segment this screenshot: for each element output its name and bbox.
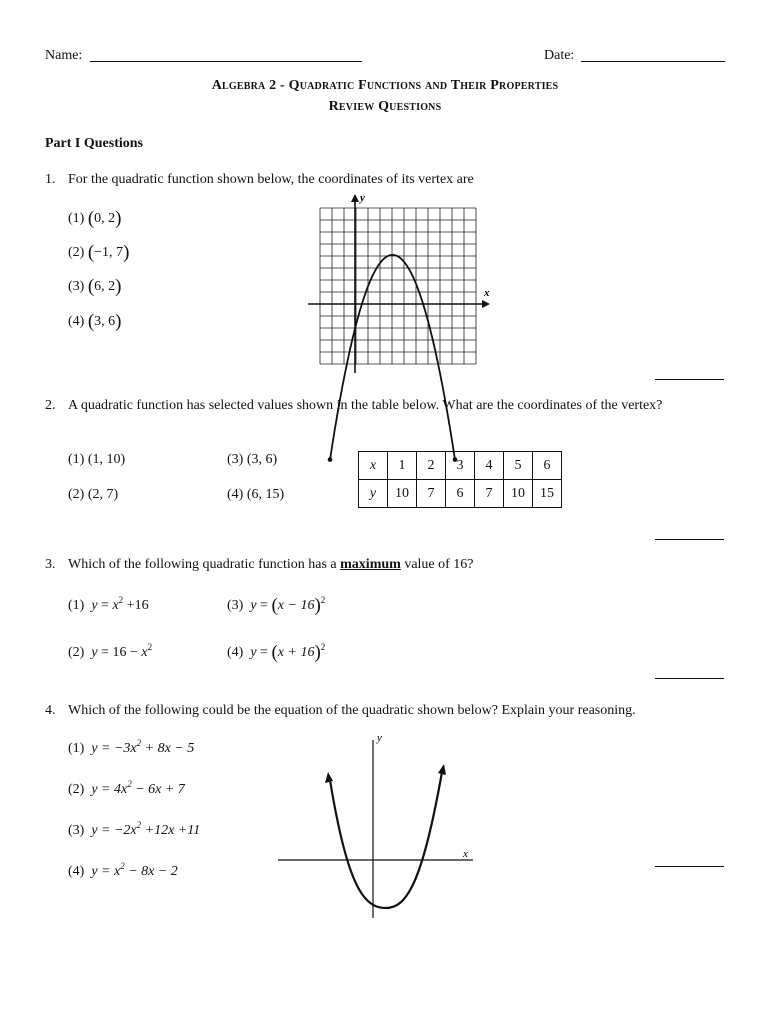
curve-arrow-left-icon bbox=[325, 772, 333, 783]
name-field[interactable] bbox=[90, 61, 362, 62]
table-row bbox=[359, 480, 562, 508]
x-axis-arrow-icon bbox=[482, 300, 490, 308]
q2-values-table bbox=[358, 451, 562, 508]
equation-part: x bbox=[112, 598, 119, 613]
q4-choice-1 bbox=[68, 738, 195, 757]
part-heading: Part I Questions bbox=[45, 136, 143, 151]
table-cell: 5 bbox=[504, 452, 533, 480]
q3-emphasis: maximum bbox=[340, 557, 401, 572]
exponent: 2 bbox=[320, 642, 326, 652]
equation-part: y bbox=[91, 598, 98, 613]
page-subtitle: Review Questions bbox=[328, 99, 442, 114]
y-axis-label: y bbox=[377, 732, 382, 744]
choice-label: (4) bbox=[227, 645, 244, 660]
equation-part: − 6x + 7 bbox=[131, 782, 185, 797]
q4-choice-3 bbox=[68, 820, 201, 839]
q1-choice-4: (4) (3, 6) bbox=[68, 311, 122, 332]
table-cell: 6 bbox=[533, 452, 562, 480]
equation-part: x − 16 bbox=[277, 598, 315, 613]
choice-value: 6, 2 bbox=[94, 279, 116, 294]
q3-text-before: Which of the following quadratic function has a bbox=[68, 557, 341, 572]
table-cell: x bbox=[359, 452, 388, 480]
table-cell: y bbox=[359, 480, 388, 508]
q4-answer-blank[interactable] bbox=[655, 866, 724, 867]
q4-text: Which of the following could be the equation of the quadratic shown below? Explain your reasoning. bbox=[68, 703, 636, 718]
choice-label: (2) bbox=[68, 487, 85, 502]
q4-choice-4 bbox=[68, 861, 178, 880]
exponent: 2 bbox=[147, 642, 153, 652]
equation-part: y bbox=[250, 645, 257, 660]
choice-label: (4) bbox=[68, 864, 85, 879]
x-axis-label: x bbox=[463, 848, 468, 860]
table-cell: 15 bbox=[533, 480, 562, 508]
q1-text: For the quadratic function shown below, the coordinates of its vertex are bbox=[68, 172, 474, 187]
exponent: 2 bbox=[118, 595, 124, 605]
y-axis-label: y bbox=[360, 192, 365, 204]
choice-label: (3) bbox=[227, 452, 244, 467]
equation-part: y = −2x bbox=[91, 823, 137, 838]
table-cell: 10 bbox=[388, 480, 417, 508]
choice-label: (4) bbox=[68, 314, 85, 329]
equation-part: = bbox=[256, 645, 272, 660]
choice-value: 3, 6 bbox=[94, 314, 116, 329]
choice-value: (2, 7) bbox=[87, 487, 119, 502]
q3-choice-2 bbox=[68, 642, 153, 661]
choice-label: (1) bbox=[68, 452, 85, 467]
table-cell: 7 bbox=[417, 480, 446, 508]
q4-number: 4. bbox=[45, 703, 56, 718]
exponent: 2 bbox=[120, 861, 125, 871]
q2-answer-blank[interactable] bbox=[655, 539, 724, 540]
x-axis-label: x bbox=[484, 287, 490, 299]
q1-choice-3: (3) (6, 2) bbox=[68, 276, 122, 297]
choice-value: (1, 10) bbox=[87, 452, 126, 467]
equation-part: y bbox=[250, 598, 257, 613]
equation-part: y = 4x bbox=[91, 782, 128, 797]
choice-label: (2) bbox=[68, 782, 85, 797]
table-row bbox=[359, 452, 562, 480]
date-field[interactable] bbox=[581, 61, 725, 62]
choice-label: (1) bbox=[68, 211, 85, 226]
equation-part: = bbox=[97, 598, 113, 613]
curve-arrow-right-icon bbox=[438, 764, 446, 775]
q3-number: 3. bbox=[45, 557, 56, 572]
choice-label: (1) bbox=[68, 741, 85, 756]
q2-number: 2. bbox=[45, 398, 56, 413]
table-cell: 3 bbox=[446, 452, 475, 480]
choice-label: (2) bbox=[68, 245, 85, 260]
y-axis-arrow-icon bbox=[351, 194, 359, 202]
q1-parabola-graph bbox=[300, 190, 495, 380]
grid bbox=[320, 208, 476, 364]
exponent: 2 bbox=[136, 738, 142, 748]
choice-value: (6, 15) bbox=[246, 487, 285, 502]
equation-part: + 8x − 5 bbox=[141, 741, 195, 756]
curve-endpoint bbox=[328, 457, 333, 462]
equation-part: y = x bbox=[91, 864, 121, 879]
q4-parabola-graph bbox=[270, 730, 480, 920]
q4-choice-2 bbox=[68, 779, 185, 798]
choice-label: (2) bbox=[68, 645, 85, 660]
equation-part: y bbox=[91, 645, 98, 660]
equation-part: = bbox=[256, 598, 272, 613]
exponent: 2 bbox=[127, 779, 132, 789]
q1-choice-1: (1) (0, 2) bbox=[68, 208, 122, 229]
q2-choice-1 bbox=[68, 452, 125, 468]
table-cell: 10 bbox=[504, 480, 533, 508]
equation-part: − 8x − 2 bbox=[124, 864, 178, 879]
table-cell: 2 bbox=[417, 452, 446, 480]
table-cell: 4 bbox=[475, 452, 504, 480]
choice-value: −1, 7 bbox=[94, 245, 124, 260]
table-cell: 1 bbox=[388, 452, 417, 480]
q2-choice-3 bbox=[227, 452, 277, 468]
q2-choice-2 bbox=[68, 487, 118, 503]
q3-text bbox=[68, 557, 474, 573]
table-cell: 7 bbox=[475, 480, 504, 508]
date-label: Date: bbox=[544, 48, 575, 63]
q1-answer-blank[interactable] bbox=[655, 379, 724, 380]
q1-number: 1. bbox=[45, 172, 56, 187]
parabola-curve bbox=[330, 255, 455, 460]
choice-label: (3) bbox=[227, 598, 244, 613]
q3-choice-3: (3) $y = (x - 16)^2$ bbox=[227, 595, 326, 616]
equation-part: +16 bbox=[123, 598, 149, 613]
equation-part: +12x +11 bbox=[141, 823, 201, 838]
q3-choice-4: (4) $y = (x + 16)^2$ bbox=[227, 642, 326, 663]
q2-text: A quadratic function has selected values shown in the table below. What are the coordinates of the vertex? bbox=[68, 398, 663, 413]
choice-label: (1) bbox=[68, 598, 85, 613]
q3-choice-1 bbox=[68, 595, 149, 614]
q1-choice-2: (2) (−1, 7) bbox=[68, 242, 130, 263]
parabola-curve bbox=[330, 772, 442, 908]
choice-label: (3) bbox=[68, 279, 85, 294]
exponent: 2 bbox=[136, 820, 142, 830]
choice-value: 0, 2 bbox=[94, 211, 116, 226]
q3-text-after: value of 16? bbox=[400, 557, 474, 572]
equation-part: 16 − bbox=[112, 645, 142, 660]
q2-choice-4 bbox=[227, 487, 284, 503]
name-label: Name: bbox=[45, 48, 83, 63]
choice-label: (3) bbox=[68, 823, 85, 838]
choice-label: (4) bbox=[227, 487, 244, 502]
equation-part: x bbox=[141, 645, 148, 660]
q3-answer-blank[interactable] bbox=[655, 678, 724, 679]
equation-part: y = −3x bbox=[91, 741, 137, 756]
exponent: 2 bbox=[320, 595, 326, 605]
choice-value: (3, 6) bbox=[246, 452, 278, 467]
table-cell: 6 bbox=[446, 480, 475, 508]
page-title: Algebra 2 - Quadratic Functions and Their Properties bbox=[211, 78, 559, 93]
equation-part: = bbox=[97, 645, 113, 660]
equation-part: x + 16 bbox=[277, 645, 315, 660]
